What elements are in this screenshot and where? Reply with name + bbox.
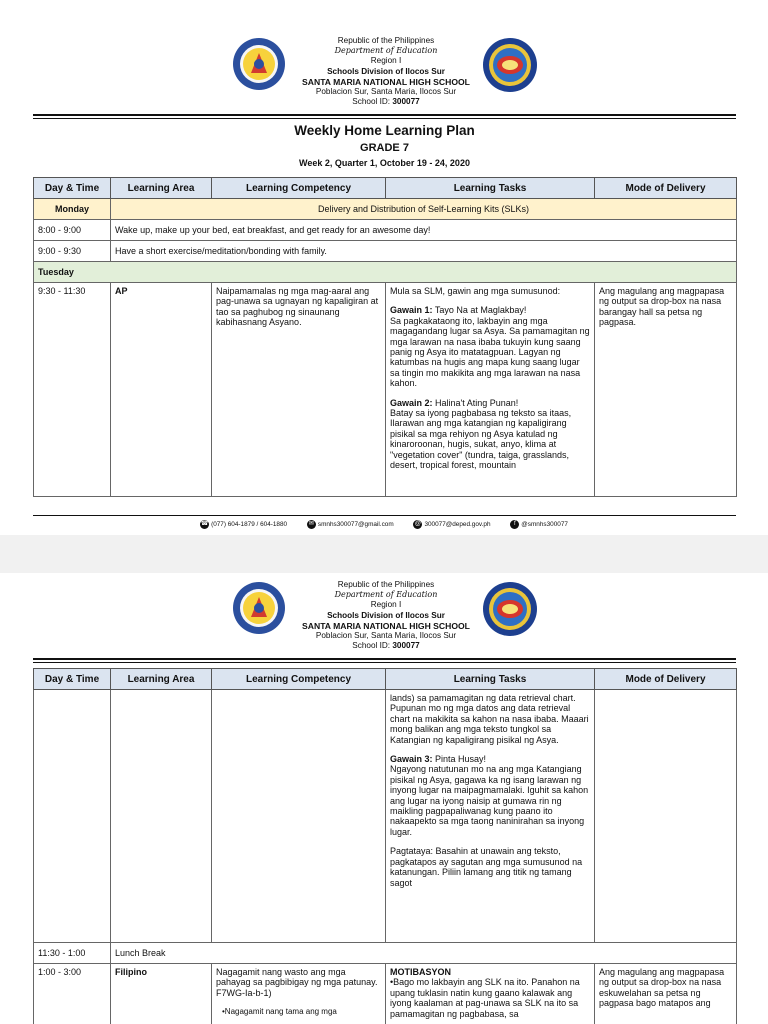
page-footer bbox=[0, 515, 768, 535]
footer-facebook bbox=[510, 520, 568, 529]
footer-rule bbox=[33, 515, 736, 516]
gawain-2-label: Gawain 2: bbox=[390, 397, 433, 408]
ap-gawain-2 bbox=[390, 398, 590, 471]
empty-cell bbox=[34, 690, 111, 943]
letterhead bbox=[0, 0, 768, 118]
header-line-4: Schools Division of Ilocos Sur bbox=[327, 610, 445, 620]
title-block bbox=[33, 122, 736, 169]
gawain-2-text: Batay sa iyong pagbabasa ng teksto sa itaas, Ilarawan ang mga katangian ng kapaligirang pisikal sa mga rehiyon ng Asya katulad ng kinaroroonan, hugis, sukat, anyo, klima at "vegetation cover" (tundra, taiga, grasslands, desert, tropical forest, mountain bbox=[390, 408, 572, 471]
phone-text: (077) 604-1879 / 604-1880 bbox=[211, 521, 288, 529]
phone-icon: ☎ bbox=[200, 521, 209, 527]
filipino-competency-2: •Nagagamit nang tama ang mga bbox=[222, 1007, 337, 1017]
ap-task-intro: Mula sa SLM, gawin ang mga sumusunod: bbox=[390, 286, 561, 296]
ap-area: AP bbox=[111, 283, 212, 497]
email-icon: ✉ bbox=[308, 521, 314, 527]
grade-label: GRADE 7 bbox=[360, 142, 409, 154]
gmail-text: smnhs300077@gmail.com bbox=[317, 521, 394, 529]
header-line-2: Department of Education bbox=[334, 590, 438, 600]
col-learning-area: Learning Area bbox=[111, 178, 212, 199]
monday-label: Monday bbox=[34, 199, 111, 220]
col-mode-of-delivery: Mode of Delivery bbox=[595, 178, 737, 199]
school-name: SANTA MARIA NATIONAL HIGH SCHOOL bbox=[302, 620, 470, 631]
filipino-competency-1: Nagagamit nang wasto ang mga pahayag sa pagbibigay ng mga patunay. F7WG-Ia-b-1) bbox=[216, 967, 378, 998]
learning-plan-table-continued bbox=[33, 668, 737, 1024]
footer-phone bbox=[200, 520, 287, 529]
school-id-label: School ID: bbox=[352, 641, 391, 651]
header-line-2: Department of Education bbox=[334, 46, 438, 56]
header-rule-thin bbox=[33, 118, 736, 119]
header-line-6: Poblacion Sur, Santa Maria, Ilocos Sur bbox=[315, 87, 457, 97]
filipino-mode: Ang magulang ang magpapasa ng output sa drop-box na nasa eskuwelahan sa petsa ng pagpasa bago matapos ang bbox=[595, 964, 737, 1024]
learning-plan-table bbox=[33, 177, 737, 497]
header-rule-thin bbox=[33, 662, 736, 663]
gawain-1-title: Tayo Na at Maglakbay! bbox=[434, 305, 527, 316]
col-mode-of-delivery: Mode of Delivery bbox=[595, 669, 737, 690]
col-learning-tasks: Learning Tasks bbox=[386, 178, 595, 199]
row-time: 8:00 - 9:00 bbox=[34, 220, 111, 241]
lunch-text: Lunch Break bbox=[111, 943, 737, 964]
ap-row bbox=[34, 283, 737, 497]
header-line-1: Republic of the Philippines bbox=[337, 580, 435, 589]
gawain-2-title: Halina't Ating Punan! bbox=[435, 397, 519, 408]
filipino-time: 1:00 - 3:00 bbox=[34, 964, 111, 1024]
page-gap bbox=[0, 535, 768, 573]
table-header-row bbox=[34, 669, 737, 690]
footer-gmail bbox=[307, 520, 394, 529]
table-header-row bbox=[34, 178, 737, 199]
ap-tasks bbox=[386, 283, 595, 497]
header-line-6: Poblacion Sur, Santa Maria, Ilocos Sur bbox=[315, 631, 457, 641]
col-learning-competency: Learning Competency bbox=[212, 178, 386, 199]
gawain-3-title: Pinta Husay! bbox=[435, 754, 487, 765]
monday-row bbox=[34, 199, 737, 220]
header-line-3: Region I bbox=[370, 56, 402, 66]
table-row bbox=[34, 241, 737, 262]
gawain-3-label: Gawain 3: bbox=[390, 754, 433, 765]
school-id: 300077 bbox=[392, 97, 420, 107]
school-id-line bbox=[260, 97, 512, 107]
ap-pagtataya: Pagtataya: Basahin at unawain ang teksto, pagkatapos ay sagutan ang mga sumusunod na katanungan. Piliin lamang ang titik ng tamang sagot bbox=[390, 846, 583, 888]
tuesday-row bbox=[34, 262, 737, 283]
tuesday-label: Tuesday bbox=[34, 262, 737, 283]
ap-task-cont: lands) sa pamamagitan ng data retrieval chart. Pupunan mo ng mga datos ang data retrieval chart na makikita sa kahon na nasa ibaba. Maaari mong balikan ang mga teksto tungkol sa Katangian ng kapaligirang pisikal ng Asya. bbox=[390, 693, 589, 745]
school-seal-icon bbox=[482, 581, 538, 637]
header-line-1: Republic of the Philippines bbox=[337, 36, 435, 45]
school-id: 300077 bbox=[392, 641, 420, 651]
col-day-time: Day & Time bbox=[34, 669, 111, 690]
ap-gawain-3 bbox=[390, 754, 590, 837]
filipino-tasks bbox=[386, 964, 595, 1024]
row-activity: Have a short exercise/meditation/bonding with family. bbox=[111, 241, 737, 262]
filipino-competency bbox=[212, 964, 386, 1024]
page-2 bbox=[0, 573, 768, 1024]
plan-title: Weekly Home Learning Plan bbox=[294, 123, 475, 138]
school-id-label: School ID: bbox=[352, 97, 391, 107]
school-id-line bbox=[260, 641, 512, 651]
gawain-1-text: Sa pagkakataong ito, lakbayin ang mga magagandang lugar sa Asya. Sa pamamagitan ng mga larawan na nasa ibaba tukuyin kung saang panig ng Asya ito matatagpuan. Lagyan ng katumbas na hugis ang mapa kung saang lugar sa tingin mo makikita ang mga larawan na nasa kahon. bbox=[390, 315, 590, 389]
ap-time: 9:30 - 11:30 bbox=[34, 283, 111, 497]
empty-cell bbox=[595, 690, 737, 943]
col-learning-tasks: Learning Tasks bbox=[386, 669, 595, 690]
ap-mode: Ang magulang ang magpapasa ng output sa drop-box na nasa barangay hall sa petsa ng pagpasa. bbox=[595, 283, 737, 497]
empty-cell bbox=[212, 690, 386, 943]
ap-continued-row bbox=[34, 690, 737, 943]
empty-cell bbox=[111, 690, 212, 943]
ap-competency: Naipamamalas ng mga mag-aaral ang pag-unawa sa ugnayan ng kapaligiran at tao sa paghubog ng sinaunang kabihasnang Asyano. bbox=[212, 283, 386, 497]
col-day-time: Day & Time bbox=[34, 178, 111, 199]
col-learning-competency: Learning Competency bbox=[212, 669, 386, 690]
deped-email-text: 300077@deped.gov.ph bbox=[424, 521, 491, 529]
ap-gawain-1 bbox=[390, 305, 590, 388]
lunch-row bbox=[34, 943, 737, 964]
header-line-4: Schools Division of Ilocos Sur bbox=[327, 66, 445, 76]
monday-text: Delivery and Distribution of Self-Learning Kits (SLKs) bbox=[111, 199, 737, 220]
col-learning-area: Learning Area bbox=[111, 669, 212, 690]
facebook-text: @smnhs300077 bbox=[521, 521, 568, 529]
header-line-3: Region I bbox=[370, 600, 402, 610]
filipino-area: Filipino bbox=[111, 964, 212, 1024]
filipino-row bbox=[34, 964, 737, 1024]
gawain-1-label: Gawain 1: bbox=[390, 305, 433, 316]
footer-contacts bbox=[0, 520, 768, 529]
lunch-time: 11:30 - 1:00 bbox=[34, 943, 111, 964]
filipino-task-text: •Bago mo lakbayin ang SLK na ito. Panahon na upang tuklasin natin kung gaano kalawak ang iyong kaalaman at pag-unawa sa SLK na ito sa pamamagitan ng pagbabasa, sa bbox=[390, 977, 580, 1019]
header-rule bbox=[33, 114, 736, 116]
gawain-3-text: Ngayong natutunan mo na ang mga Katangiang pisikal ng Asya, gagawa ka ng isang larawan ng inyong lugar na maipagmamalaki. Iguhit sa kahon ang lugar na iyong naisip at gumawa rin ng maikling pagpapaliwanag kung paano ito nakaapekto sa mga taong naninirahan sa inyong lugar. bbox=[390, 764, 589, 837]
letterhead-text bbox=[260, 580, 512, 651]
filipino-task-title: MOTIBASYON bbox=[390, 967, 452, 977]
ap-tasks-continued bbox=[386, 690, 595, 943]
school-name: SANTA MARIA NATIONAL HIGH SCHOOL bbox=[302, 76, 470, 87]
facebook-icon: f bbox=[510, 520, 519, 529]
header-rule bbox=[33, 658, 736, 660]
footer-deped-email bbox=[413, 520, 490, 529]
at-icon: @ bbox=[414, 521, 421, 527]
table-row bbox=[34, 220, 737, 241]
week-label: Week 2, Quarter 1, October 19 - 24, 2020 bbox=[299, 158, 470, 168]
school-seal-icon bbox=[482, 37, 538, 93]
row-time: 9:00 - 9:30 bbox=[34, 241, 111, 262]
letterhead-text bbox=[260, 36, 512, 107]
row-activity: Wake up, make up your bed, eat breakfast, and get ready for an awesome day! bbox=[111, 220, 737, 241]
